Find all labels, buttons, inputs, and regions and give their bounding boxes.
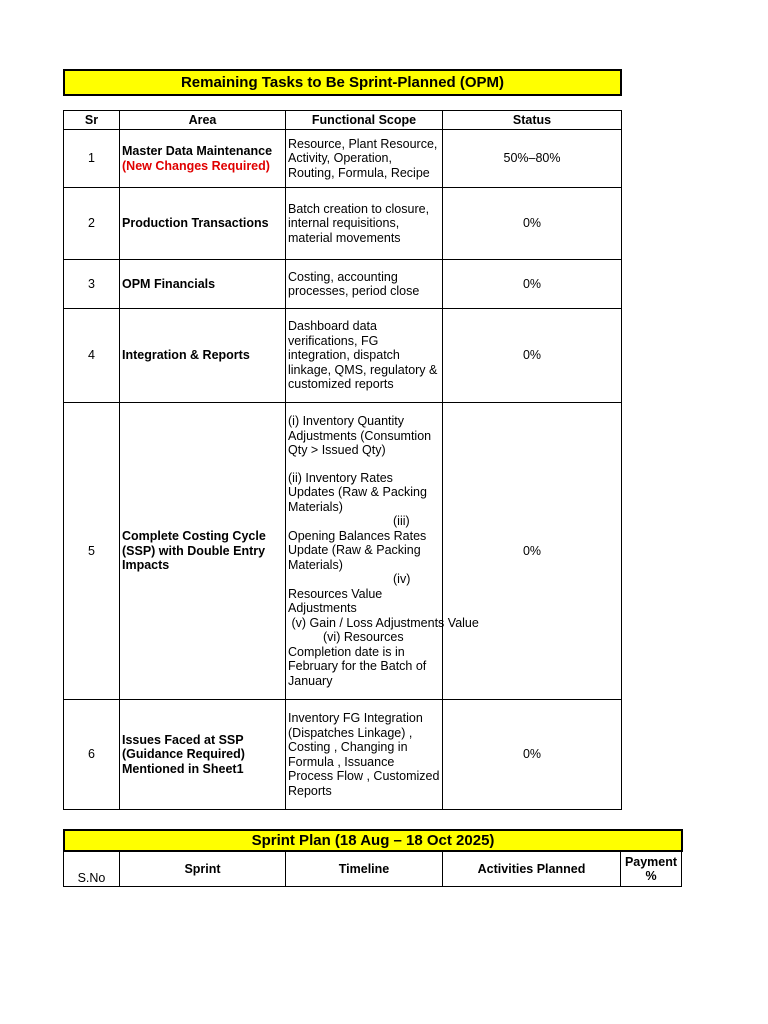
column-header-sr: Sr: [64, 111, 120, 130]
status-cell: 50%–80%: [443, 130, 622, 188]
sr-cell: 2: [64, 188, 120, 260]
column-header-functional-scope: Functional Scope: [286, 111, 443, 130]
sprint-plan-table: [63, 850, 682, 887]
area-note: (New Changes Required): [122, 158, 270, 173]
scope-line: (i) Inventory Quantity Adjustments (Consumtion Qty > Issued Qty): [288, 414, 432, 457]
scope-cell: Batch creation to closure, internal requisitions, material movements: [286, 188, 443, 260]
status-cell: 0%: [443, 188, 622, 260]
column-header-area: Area: [120, 111, 286, 130]
remaining-tasks-table: [63, 110, 622, 810]
sr-cell: 1: [64, 130, 120, 188]
area-cell: OPM Financials: [120, 260, 286, 309]
scope-line: Opening Balances Rates Update (Raw & Packing Materials): [288, 528, 427, 572]
table-row: [64, 188, 622, 260]
scope-cell: Resource, Plant Resource, Activity, Operation, Routing, Formula, Recipe: [286, 130, 443, 188]
column-header-timeline: Timeline: [286, 851, 443, 887]
column-header-activities-planned: Activities Planned: [443, 851, 621, 887]
scope-line: (iii): [393, 514, 410, 528]
table-row: [64, 260, 622, 309]
sr-cell: 5: [64, 403, 120, 700]
scope-cell: Inventory FG Integration (Dispatches Linkage) , Costing , Changing in Formula , Issuance Process Flow , Customized Reports: [286, 700, 443, 810]
scope-line: Completion date is in February for the Batch of January: [288, 644, 427, 688]
area-cell: [120, 130, 286, 188]
sr-cell: 4: [64, 309, 120, 403]
status-cell: 0%: [443, 403, 622, 700]
column-header-sprint: Sprint: [120, 851, 286, 887]
column-header-status: Status: [443, 111, 622, 130]
scope-cell: Dashboard data verifications, FG integration, dispatch linkage, QMS, regulatory & customized reports: [286, 309, 443, 403]
area-cell: Production Transactions: [120, 188, 286, 260]
scope-line: (ii) Inventory Rates Updates (Raw & Packing Materials): [288, 470, 427, 514]
sr-cell: 6: [64, 700, 120, 810]
scope-line: Resources Value Adjustments: [288, 586, 383, 615]
column-header-sno: S.No: [64, 851, 120, 887]
table-row: [64, 130, 622, 188]
scope-line: (iv): [393, 572, 411, 586]
table-row: [64, 700, 622, 810]
status-cell: 0%: [443, 260, 622, 309]
scope-cell: [286, 403, 479, 700]
area-cell: Integration & Reports: [120, 309, 286, 403]
status-cell: 0%: [443, 700, 622, 810]
area-cell: Issues Faced at SSP (Guidance Required) Mentioned in Sheet1: [120, 700, 286, 810]
table-header-row: [64, 111, 622, 130]
scope-cell: Costing, accounting processes, period close: [286, 260, 443, 309]
table-row: [64, 309, 622, 403]
scope-line: (v) Gain / Loss Adjustments Value: [288, 615, 479, 630]
status-cell: 0%: [443, 309, 622, 403]
area-label: Master Data Maintenance: [122, 144, 273, 158]
table-row: [64, 403, 622, 700]
scope-line: (vi) Resources: [323, 630, 404, 644]
column-header-payment: Payment %: [621, 851, 682, 887]
area-cell: Complete Costing Cycle (SSP) with Double Entry Impacts: [120, 403, 286, 700]
sprint-header-row: [64, 851, 682, 887]
sprint-plan-title: Sprint Plan (18 Aug – 18 Oct 2025): [63, 829, 683, 852]
sr-cell: 3: [64, 260, 120, 309]
page-title: Remaining Tasks to Be Sprint-Planned (OPM): [63, 69, 622, 96]
